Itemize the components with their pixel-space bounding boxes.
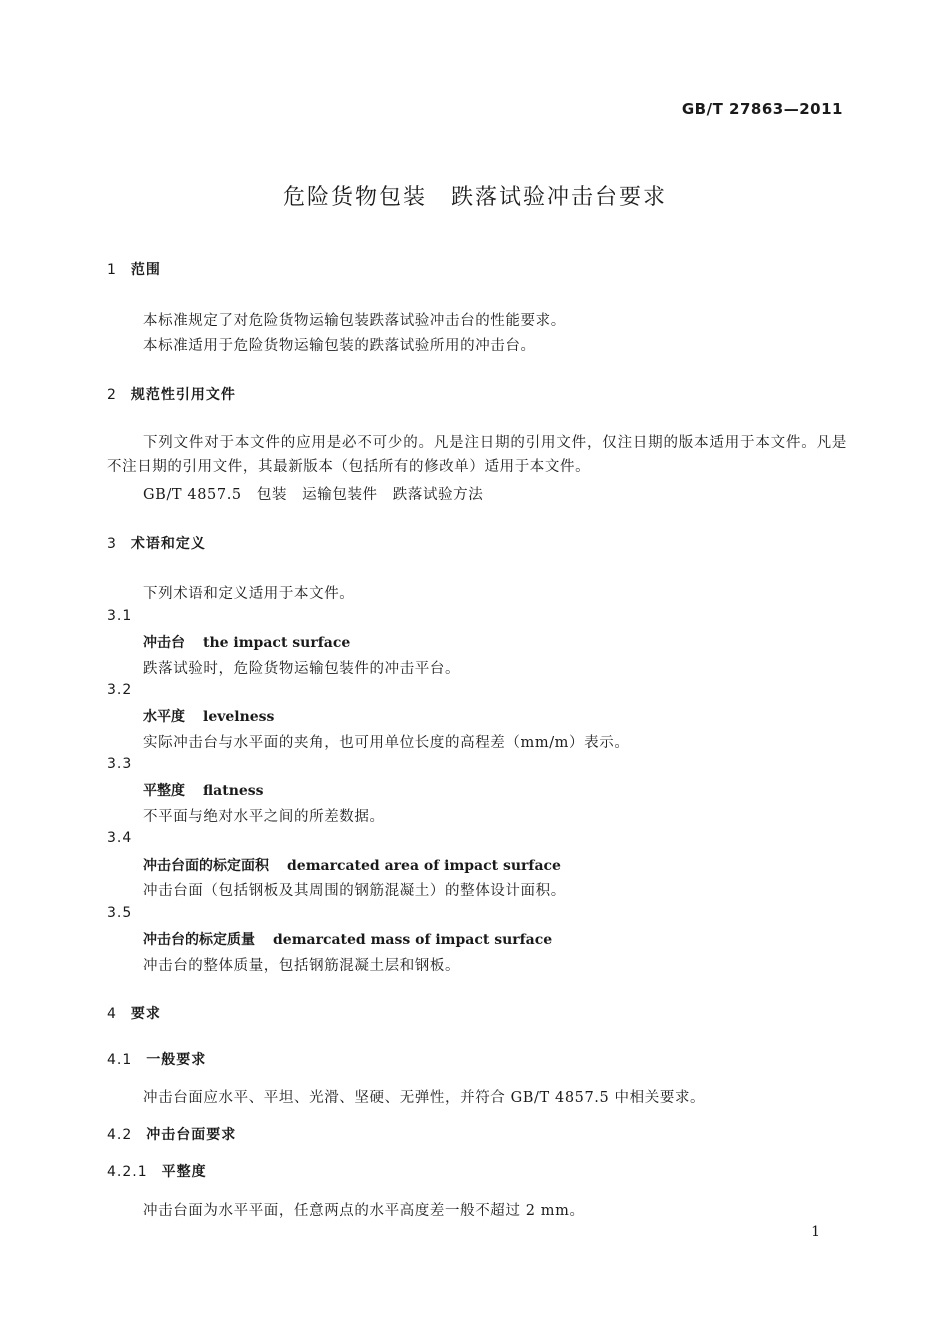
page-number: 1 <box>811 1224 820 1240</box>
section-1-heading <box>107 259 161 279</box>
section-title: 要求 <box>130 1006 161 1022</box>
term-name <box>143 780 264 800</box>
section-number: 4.2.1 <box>107 1164 148 1180</box>
section-2-heading <box>107 384 236 404</box>
section-1-paragraph-2: 本标准适用于危险货物运输包装的跌落试验所用的冲击台。 <box>143 338 536 354</box>
section-number: 3 <box>107 536 117 552</box>
term-name-cn: 冲击台的标定质量 <box>143 932 255 948</box>
section-3-heading <box>107 533 206 553</box>
section-2-paragraph-1: 下列文件对于本文件的应用是必不可少的。凡是注日期的引用文件，仅注日期的版本适用于本文件。凡是不注日期的引用文件，其最新版本（包括所有的修改单）适用于本文件。 <box>107 435 847 475</box>
section-4-2-1-paragraph-1: 冲击台面为水平平面，任意两点的水平高度差一般不超过 2 mm。 <box>143 1203 585 1219</box>
term-definition: 实际冲击台与水平面的夹角，也可用单位长度的高程差（mm/m）表示。 <box>143 735 630 751</box>
section-title: 范围 <box>130 262 161 278</box>
section-3-paragraph-1: 下列术语和定义适用于本文件。 <box>143 586 355 602</box>
section-number: 4 <box>107 1006 117 1022</box>
section-1-paragraph-1: 本标准规定了对危险货物运输包装跌落试验冲击台的性能要求。 <box>143 313 566 329</box>
term-name-en: demarcated area of impact surface <box>287 858 561 874</box>
section-number: 4.2 <box>107 1127 133 1143</box>
term-name <box>143 855 561 875</box>
term-name <box>143 929 552 949</box>
term-name-cn: 冲击台面的标定面积 <box>143 858 269 874</box>
term-name <box>143 706 274 726</box>
term-name-en: levelness <box>203 709 275 725</box>
section-title: 平整度 <box>161 1164 207 1180</box>
term-number: 3.4 <box>107 830 133 846</box>
section-4-heading <box>107 1003 161 1023</box>
term-name-cn: 水平度 <box>143 709 185 725</box>
term-number: 3.1 <box>107 608 133 624</box>
section-4-1-paragraph-1: 冲击台面应水平、平坦、光滑、坚硬、无弹性，并符合 GB/T 4857.5 中相关要求。 <box>143 1090 706 1106</box>
term-definition: 跌落试验时，危险货物运输包装件的冲击平台。 <box>143 661 461 677</box>
section-title: 规范性引用文件 <box>130 387 236 403</box>
term-number: 3.5 <box>107 905 133 921</box>
term-definition: 冲击台面（包括钢板及其周围的钢筋混凝土）的整体设计面积。 <box>143 883 566 899</box>
document-title: 危险货物包装 跌落试验冲击台要求 <box>282 185 667 210</box>
term-number: 3.3 <box>107 756 133 772</box>
term-name-cn: 冲击台 <box>143 635 185 651</box>
term-definition: 冲击台的整体质量，包括钢筋混凝土层和钢板。 <box>143 958 461 974</box>
section-title: 一般要求 <box>146 1052 207 1068</box>
standard-number: GB/T 27863—2011 <box>681 100 843 118</box>
term-name <box>143 632 350 652</box>
term-name-en: flatness <box>203 783 264 799</box>
term-definition: 不平面与绝对水平之间的所差数据。 <box>143 809 385 825</box>
section-4-2-heading <box>107 1124 236 1144</box>
section-title: 冲击台面要求 <box>146 1127 237 1143</box>
section-title: 术语和定义 <box>130 536 206 552</box>
section-number: 4.1 <box>107 1052 133 1068</box>
term-name-en: demarcated mass of impact surface <box>273 932 553 948</box>
section-number: 1 <box>107 262 117 278</box>
section-number: 2 <box>107 387 117 403</box>
normative-reference: GB/T 4857.5 包装 运输包装件 跌落试验方法 <box>143 487 484 503</box>
term-name-cn: 平整度 <box>143 783 185 799</box>
section-4-1-heading <box>107 1049 206 1069</box>
term-name-en: the impact surface <box>203 635 351 651</box>
term-number: 3.2 <box>107 682 133 698</box>
section-4-2-1-heading <box>107 1161 207 1181</box>
